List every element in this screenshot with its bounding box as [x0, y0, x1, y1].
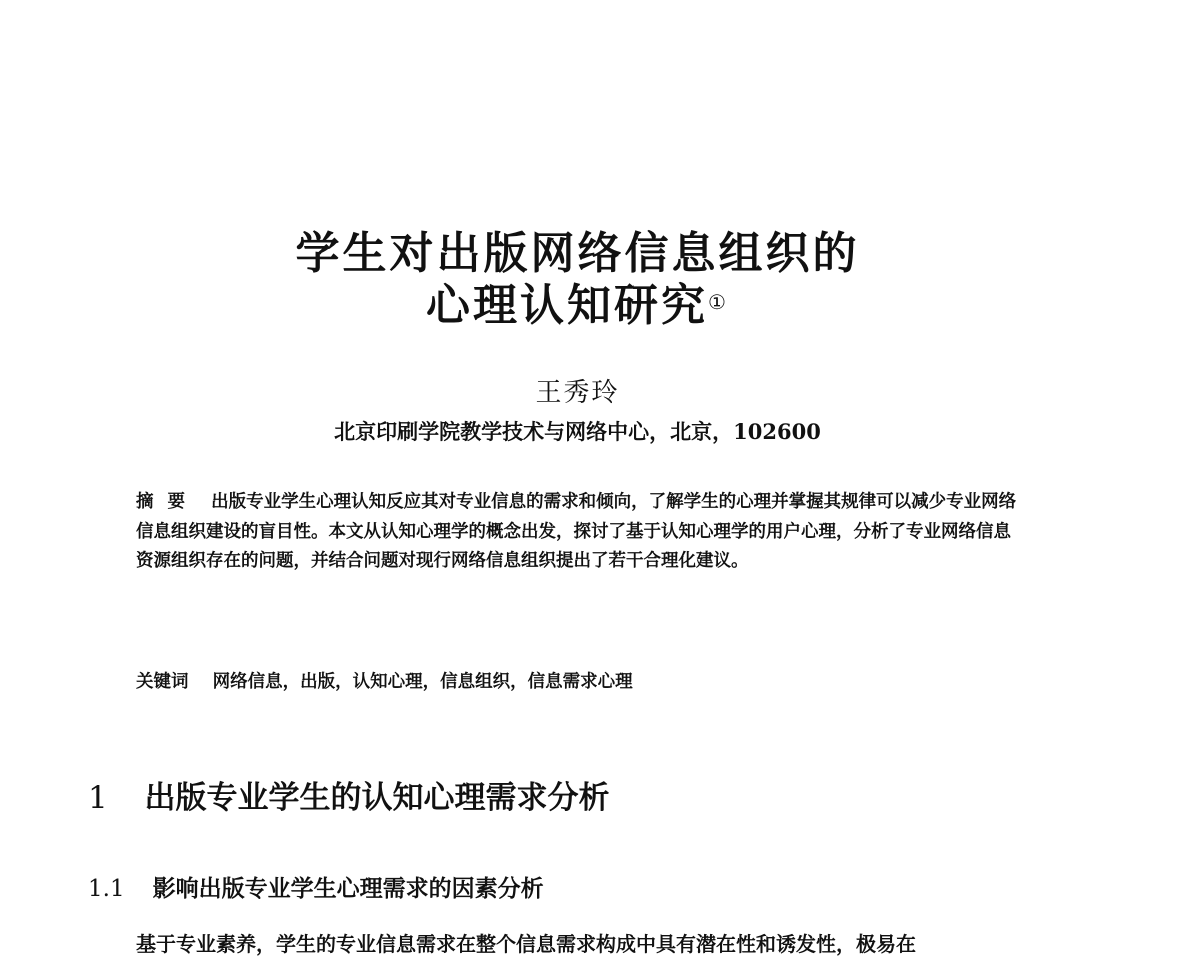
section-1-1-heading — [88, 870, 544, 903]
keywords-label: 关键词 — [136, 672, 189, 692]
author-affiliation: 北京印刷学院教学技术与网络中心，北京，102600 — [334, 419, 821, 444]
paper-title-line-2: 心理认知研究① — [426, 280, 729, 331]
title-footnote-marker: ① — [708, 290, 729, 314]
keywords — [136, 668, 1026, 693]
keywords-text: 网络信息，出版，认知心理，信息组织，信息需求心理 — [212, 672, 633, 692]
author-name: 王秀玲 — [535, 378, 620, 408]
section-1-number: 1 — [88, 780, 108, 816]
section-1-title: 出版专业学生的认知心理需求分析 — [144, 780, 610, 816]
paper-title-line-1: 学生对出版网络信息组织的 — [295, 228, 860, 279]
abstract-text: 出版专业学生心理认知反应其对专业信息的需求和倾向，了解学生的心理并掌握其规律可以减少专业网络信息组织建设的盲目性。本文从认知心理学的概念出发，探讨了基于认知心理学的用户心理，分析了专业网络信息资源组织存在的问题，并结合问题对现行网络信息组织提出了若干合理化建议。 — [136, 492, 1017, 571]
section-1-1-number: 1.1 — [88, 876, 125, 902]
section-1-1-title: 影响出版专业学生心理需求的因素分析 — [152, 876, 544, 902]
section-1-heading — [88, 772, 610, 817]
body-paragraph-start: 基于专业素养，学生的专业信息需求在整个信息需求构成中具有潜在性和诱发性，极易在 — [136, 932, 916, 956]
abstract — [136, 488, 1026, 577]
abstract-label: 摘要 — [136, 492, 199, 512]
